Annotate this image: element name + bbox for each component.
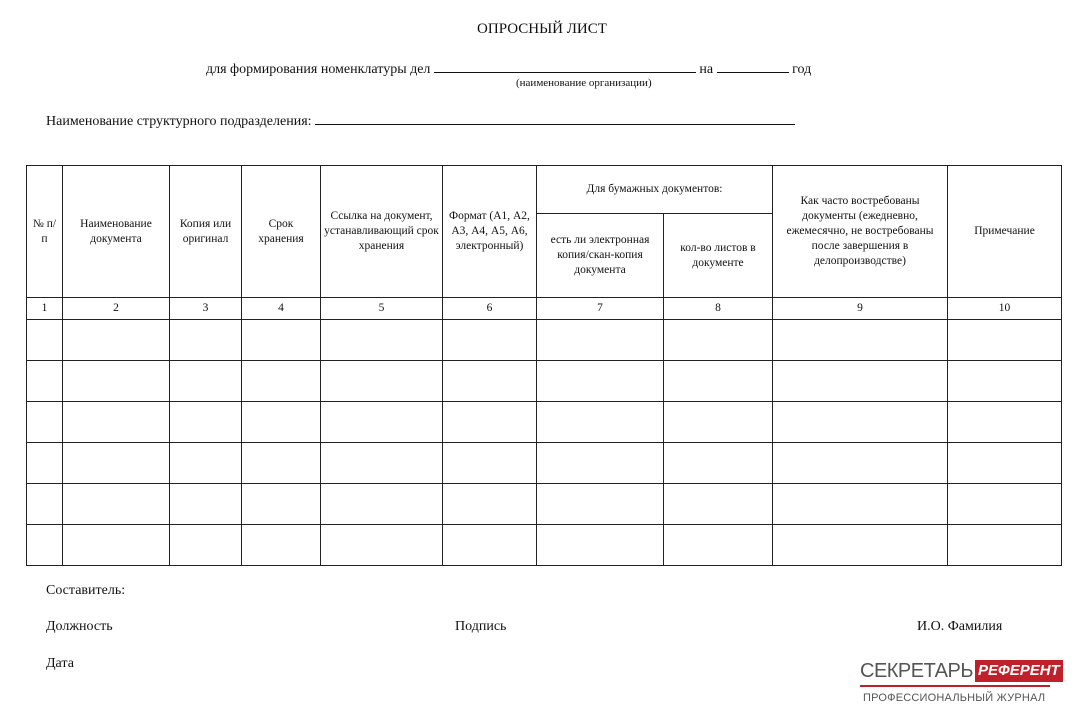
header-document-name: Наименование документа <box>63 166 170 298</box>
table-cell[interactable] <box>321 484 443 525</box>
table-cell[interactable] <box>27 525 63 566</box>
table-cell[interactable] <box>773 525 948 566</box>
table-row <box>27 320 1062 361</box>
table-cell[interactable] <box>321 320 443 361</box>
table-cell[interactable] <box>27 361 63 402</box>
column-number-row <box>27 298 1062 320</box>
table-cell[interactable] <box>773 484 948 525</box>
header-paper-documents: Для бумажных документов: <box>537 166 773 214</box>
table-cell[interactable] <box>242 443 321 484</box>
table-cell[interactable] <box>27 484 63 525</box>
table-cell[interactable] <box>443 402 537 443</box>
table-cell[interactable] <box>537 525 664 566</box>
table-cell[interactable] <box>773 361 948 402</box>
table-row <box>27 402 1062 443</box>
table-cell[interactable] <box>443 320 537 361</box>
table-cell[interactable] <box>242 525 321 566</box>
table-cell[interactable] <box>443 443 537 484</box>
table-cell[interactable] <box>170 361 242 402</box>
table-cell[interactable] <box>170 320 242 361</box>
unit-label: Наименование структурного подразделения: <box>46 114 312 129</box>
position-label: Должность <box>46 619 113 634</box>
table-cell[interactable] <box>537 320 664 361</box>
table-cell[interactable] <box>537 402 664 443</box>
subtitle-line <box>206 60 811 78</box>
table-cell[interactable] <box>321 443 443 484</box>
table-cell[interactable] <box>170 484 242 525</box>
table-cell[interactable] <box>773 320 948 361</box>
column-number: 6 <box>443 298 537 320</box>
table-cell[interactable] <box>321 402 443 443</box>
table-cell[interactable] <box>242 484 321 525</box>
column-number: 2 <box>63 298 170 320</box>
table-cell[interactable] <box>664 484 773 525</box>
table-cell[interactable] <box>443 361 537 402</box>
column-number: 3 <box>170 298 242 320</box>
column-number: 5 <box>321 298 443 320</box>
subtitle-suffix: год <box>792 62 812 77</box>
table-cell[interactable] <box>948 525 1062 566</box>
header-demand-frequency: Как часто востребованы документы (ежедневно, ежемесячно, не востребованы после завершения в делопроизводстве) <box>773 166 948 298</box>
column-number: 9 <box>773 298 948 320</box>
table-row <box>27 484 1062 525</box>
table-cell[interactable] <box>63 320 170 361</box>
table-cell[interactable] <box>773 402 948 443</box>
table-cell[interactable] <box>948 484 1062 525</box>
table-cell[interactable] <box>773 443 948 484</box>
table-cell[interactable] <box>948 402 1062 443</box>
logo-subtitle: ПРОФЕССИОНАЛЬНЫЙ ЖУРНАЛ <box>863 692 1046 704</box>
unit-blank <box>315 112 795 125</box>
logo-rule <box>860 685 1050 687</box>
table-cell[interactable] <box>63 484 170 525</box>
column-number: 8 <box>664 298 773 320</box>
table-cell[interactable] <box>27 320 63 361</box>
header-retention-period: Срок хранения <box>242 166 321 298</box>
table-cell[interactable] <box>63 402 170 443</box>
header-note: Примечание <box>948 166 1062 298</box>
column-number: 10 <box>948 298 1062 320</box>
signature-label: Подпись <box>455 619 507 634</box>
table-cell[interactable] <box>27 402 63 443</box>
column-number: 4 <box>242 298 321 320</box>
logo-part-secretary: СЕКРЕТАРЬ <box>860 660 973 682</box>
header-sheet-count: кол-во листов в документе <box>664 214 773 298</box>
unit-line <box>46 112 795 130</box>
table-cell[interactable] <box>242 402 321 443</box>
table-cell[interactable] <box>27 443 63 484</box>
organization-blank <box>434 60 696 73</box>
table-cell[interactable] <box>664 361 773 402</box>
table-cell[interactable] <box>443 525 537 566</box>
subtitle-prefix: для формирования номенклатуры дел <box>206 62 431 77</box>
document-title: ОПРОСНЫЙ ЛИСТ <box>477 21 607 37</box>
header-number: № п/п <box>27 166 63 298</box>
survey-table <box>26 165 1062 566</box>
table-cell[interactable] <box>664 443 773 484</box>
header-reference: Ссылка на документ, устанавливающий срок хранения <box>321 166 443 298</box>
organization-hint: (наименование организации) <box>516 77 652 89</box>
table-cell[interactable] <box>63 525 170 566</box>
header-electronic-copy: есть ли электронная копия/скан-копия документа <box>537 214 664 298</box>
year-blank <box>717 60 789 73</box>
table-cell[interactable] <box>63 443 170 484</box>
compiler-label: Составитель: <box>46 583 126 598</box>
name-label: И.О. Фамилия <box>917 619 1003 634</box>
magazine-logo <box>860 660 1060 710</box>
table-cell[interactable] <box>537 484 664 525</box>
table-cell[interactable] <box>664 525 773 566</box>
table-cell[interactable] <box>948 443 1062 484</box>
logo-part-referent: РЕФЕРЕНТ <box>975 660 1063 682</box>
table-cell[interactable] <box>321 525 443 566</box>
table-cell[interactable] <box>242 320 321 361</box>
table-cell[interactable] <box>664 402 773 443</box>
header-format: Формат (А1, А2, А3, А4, А5, А6, электронный) <box>443 166 537 298</box>
table-row <box>27 361 1062 402</box>
table-cell[interactable] <box>537 361 664 402</box>
table-cell[interactable] <box>664 320 773 361</box>
table-cell[interactable] <box>242 361 321 402</box>
date-label: Дата <box>46 656 74 671</box>
column-number: 7 <box>537 298 664 320</box>
table-cell[interactable] <box>537 443 664 484</box>
subtitle-middle: на <box>699 62 714 77</box>
table-cell[interactable] <box>170 402 242 443</box>
table-row <box>27 443 1062 484</box>
table-cell[interactable] <box>948 320 1062 361</box>
table-cell[interactable] <box>170 525 242 566</box>
column-number: 1 <box>27 298 63 320</box>
header-copy-or-original: Копия или оригинал <box>170 166 242 298</box>
table-cell[interactable] <box>321 361 443 402</box>
table-cell[interactable] <box>170 443 242 484</box>
table-cell[interactable] <box>63 361 170 402</box>
table-cell[interactable] <box>948 361 1062 402</box>
table-row <box>27 525 1062 566</box>
table-cell[interactable] <box>443 484 537 525</box>
